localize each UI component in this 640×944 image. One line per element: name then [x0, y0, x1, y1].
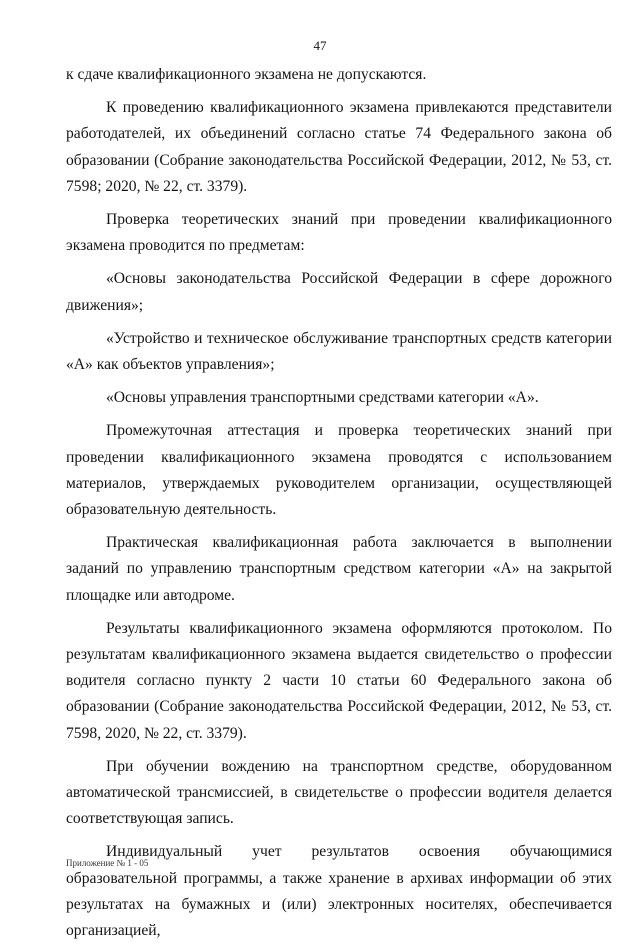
paragraph-exam-results: Результаты квалификационного экзамена оформляются протоколом. По результатам квалификационного экзамена выдается свидетельство о профессии водителя согласно пункту 2 части 10 статьи 60 Федерального закона об образовании (Собрание законодательства Российской Федерации, 2012, № 53, ст. 7598, 2020, № 22, ст. 3379). [66, 619, 612, 742]
paragraph-practical-work: Практическая квалификационная работа заключается в выполнении заданий по управлению транспортным средством категории «А» на закрытой площадке или автодроме. [66, 534, 612, 604]
paragraph-attestation: Промежуточная аттестация и проверка теоретических знаний при проведении квалификационного экзамена проводятся с использованием материалов, утверждаемых руководителем организации, осуществляющей образовательную деятельность. [66, 422, 612, 519]
document-body [66, 62, 612, 944]
paragraph-theory-check: Проверка теоретических знаний при проведении квалификационного экзамена проводится по предметам: [66, 211, 612, 255]
paragraph-automatic-transmission: При обучении вождению на транспортном средстве, оборудованном автоматической трансмиссией, в свидетельстве о профессии водителя делается соответствующая запись. [66, 757, 612, 828]
paragraph-individual-records: Индивидуальный учет результатов освоения обучающимися образовательной программы, а также хранение в архивах информации об этих результатах на бумажных и (или) электронных носителях, обеспечивается организацией, [66, 843, 612, 940]
paragraph-employers: К проведению квалификационного экзамена привлекаются представители работодателей, их объединений согласно статье 74 Федерального закона об образовании (Собрание законодательства Российской Федерации, 2012, № 53, ст. 7598; 2020, № 22, ст. 3379). [66, 99, 612, 195]
paragraph-continuation: к сдаче квалификационного экзамена не допускаются. [66, 66, 427, 83]
footer-annex-label: Приложение № 1 - 05 [66, 858, 149, 868]
subject-item-legislation: «Основы законодательства Российской Федерации в сфере дорожного движения»; [66, 270, 612, 314]
page-number: 47 [313, 38, 327, 53]
subject-item-vehicle-maintenance: «Устройство и техническое обслуживание транспортных средств категории «А» как объектов управления»; [66, 329, 612, 374]
subject-item-vehicle-control: «Основы управления транспортными средствами категории «А». [106, 389, 539, 407]
